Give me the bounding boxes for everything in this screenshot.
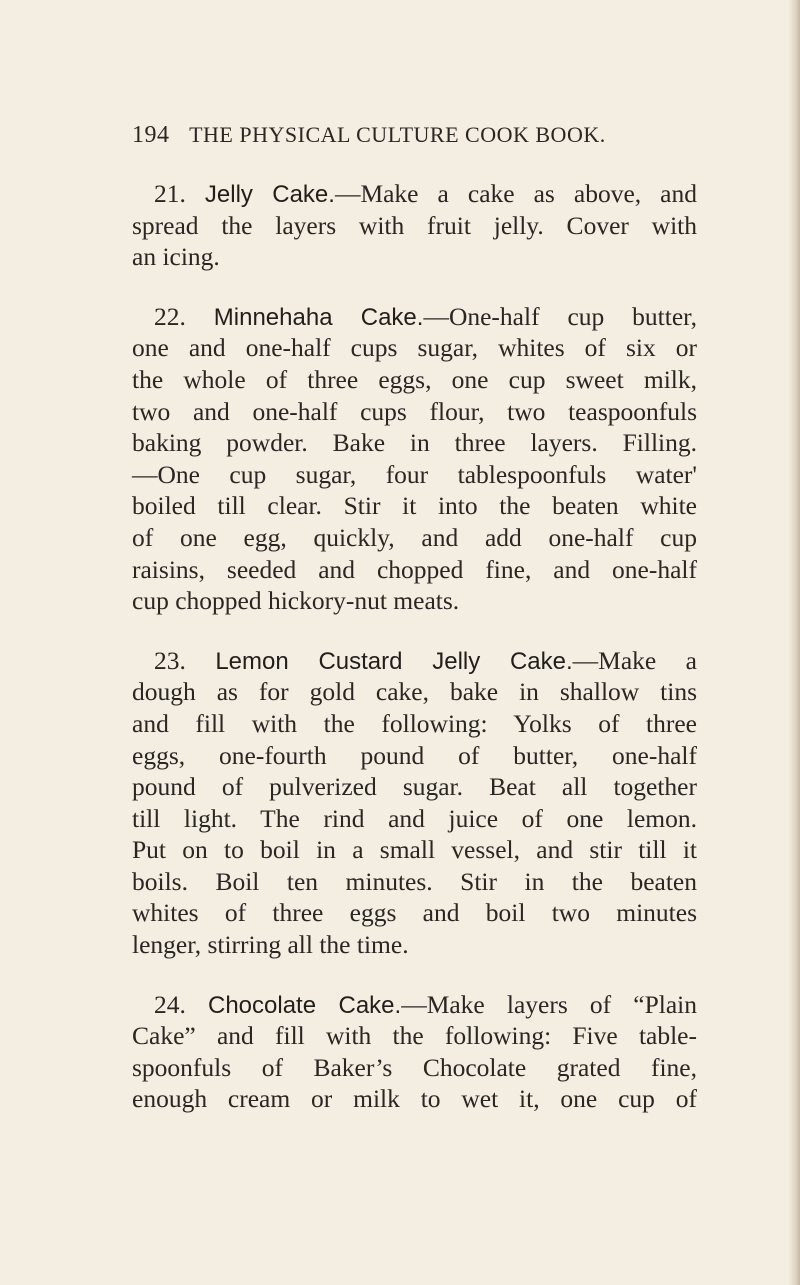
recipe-first-line bbox=[132, 989, 697, 1021]
recipe-text-line: baking powder. Bake in three layers. Filling. bbox=[132, 428, 697, 458]
recipe-22 bbox=[132, 301, 697, 617]
recipe-text-line: —Make layers of “Plain bbox=[401, 989, 697, 1019]
recipe-number: 22. bbox=[154, 301, 186, 331]
recipe-title: Minnehaha Cake. bbox=[213, 303, 424, 331]
recipe-text-line: whites of three eggs and boil two minutes bbox=[132, 898, 697, 928]
recipe-text-line: pound of pulverized sugar. Beat all together bbox=[132, 772, 697, 802]
recipe-text-line: —Make a cake as above, and bbox=[334, 179, 697, 208]
recipe-text-line: till light. The rind and juice of one lemon. bbox=[132, 803, 697, 833]
recipe-text-line: cup chopped hickory-nut meats. bbox=[132, 586, 460, 616]
recipe-title: Chocolate Cake. bbox=[208, 991, 402, 1019]
recipe-number: 23. bbox=[154, 645, 186, 675]
recipe-title: Lemon Custard Jelly Cake. bbox=[215, 647, 573, 675]
recipe-text-line: and fill with the following: Yolks of three bbox=[132, 708, 697, 738]
recipe-24 bbox=[132, 989, 697, 1115]
recipe-number: 24. bbox=[154, 989, 186, 1019]
recipe-text-line: Put on to boil in a small vessel, and stir till it bbox=[132, 835, 697, 865]
recipe-text-line: —One-half cup butter, bbox=[423, 301, 698, 331]
recipe-text-line: Cake” and fill with the following: Five table- bbox=[132, 1021, 697, 1051]
recipe-text-line: an icing. bbox=[132, 242, 220, 272]
page-body bbox=[132, 178, 697, 1143]
recipe-text-line: enough cream or milk to wet it, one cup of bbox=[132, 1084, 697, 1114]
page-edge-shadow bbox=[788, 0, 800, 1285]
running-title: THE PHYSICAL CULTURE COOK BOOK. bbox=[189, 122, 606, 147]
recipe-text-line: spread the layers with fruit jelly. Cover with bbox=[132, 210, 697, 240]
recipe-21 bbox=[132, 178, 697, 273]
recipe-text-line: one and one-half cups sugar, whites of six or bbox=[132, 333, 697, 363]
recipe-text-line: spoonfuls of Baker’s Chocolate grated fine, bbox=[132, 1052, 697, 1082]
recipe-text-line: of one egg, quickly, and add one-half cup bbox=[132, 522, 697, 552]
recipe-text-line: two and one-half cups flour, two teaspoonfuls bbox=[132, 396, 697, 426]
recipe-23 bbox=[132, 645, 697, 961]
recipe-text-line: boiled till clear. Stir it into the beaten white bbox=[132, 491, 697, 521]
recipe-first-line bbox=[132, 178, 697, 210]
recipe-first-line bbox=[132, 645, 697, 677]
page-number: 194 bbox=[132, 122, 170, 148]
recipe-text-line: —Make a bbox=[572, 645, 697, 675]
recipe-text-line: boils. Boil ten minutes. Stir in the beaten bbox=[132, 866, 697, 896]
recipe-title: Jelly Cake. bbox=[204, 181, 335, 208]
recipe-first-line bbox=[132, 301, 697, 333]
recipe-text-line: raisins, seeded and chopped fine, and one-half bbox=[132, 554, 697, 584]
recipe-text-line: dough as for gold cake, bake in shallow tins bbox=[132, 677, 697, 707]
recipe-text-line: the whole of three eggs, one cup sweet milk, bbox=[132, 364, 697, 394]
recipe-number: 21. bbox=[154, 179, 186, 208]
running-header bbox=[132, 122, 652, 149]
recipe-text-line: eggs, one-fourth pound of butter, one-half bbox=[132, 740, 697, 770]
recipe-text-line: lenger, stirring all the time. bbox=[132, 930, 409, 960]
recipe-text-line: —One cup sugar, four tablespoonfuls water' bbox=[132, 459, 697, 489]
